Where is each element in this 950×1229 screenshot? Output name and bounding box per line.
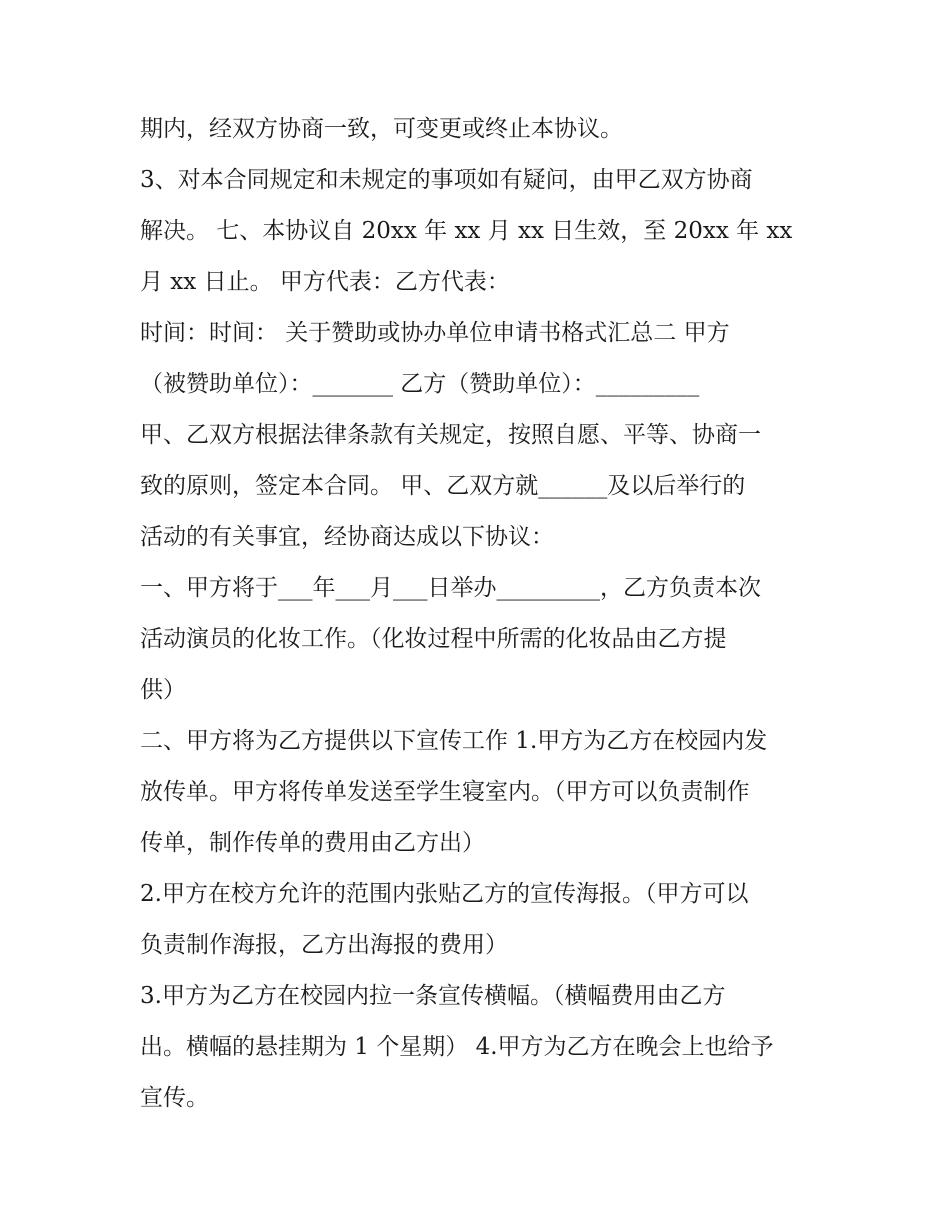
text-line: 宣传。: [140, 1085, 209, 1111]
text-line: 供）: [140, 677, 186, 703]
text-line: 致的原则，签定本合同。 甲、乙双方就______及以后举行的: [140, 473, 746, 499]
text-line: 解决。 七、本协议自 20xx 年 xx 月 xx 日生效，至 20xx 年 xx: [140, 218, 793, 244]
text-line: 放传单。甲方将传单发送至学生寝室内。（甲方可以负责制作: [140, 779, 750, 805]
text-line: 一、甲方将于___年___月___日举办_________，乙方负责本次: [140, 575, 761, 601]
text-line: 负责制作海报，乙方出海报的费用）: [140, 932, 508, 958]
text-line: 3.甲方为乙方在校园内拉一条宣传横幅。（横幅费用由乙方: [140, 983, 726, 1009]
text-line: （被赞助单位）：_______ 乙方（赞助单位）：_________: [140, 371, 700, 397]
text-line: 月 xx 日止。 甲方代表：乙方代表：: [140, 269, 510, 295]
text-line: 期内，经双方协商一致，可变更或终止本协议。: [140, 116, 623, 142]
text-line: 活动的有关事宜，经协商达成以下协议：: [140, 524, 554, 550]
text-line: 甲、乙双方根据法律条款有关规定，按照自愿、平等、协商一: [140, 422, 761, 448]
text-line: 二、甲方将为乙方提供以下宣传工作 1.甲方为乙方在校园内发: [140, 728, 768, 754]
text-line: 3、对本合同规定和未规定的事项如有疑问，由甲乙双方协商: [140, 167, 753, 193]
text-line: 时间：时间： 关于赞助或协办单位申请书格式汇总二 甲方: [140, 320, 730, 346]
text-line: 2.甲方在校方允许的范围内张贴乙方的宣传海报。（甲方可以: [140, 881, 749, 907]
text-line: 出。横幅的悬挂期为 1 个星期） 4.甲方为乙方在晚会上也给予: [140, 1034, 774, 1060]
text-line: 传单，制作传单的费用由乙方出）: [140, 830, 485, 856]
document-body: [140, 104, 830, 1124]
text-line: 活动演员的化妆工作。（化妆过程中所需的化妆品由乙方提: [140, 626, 727, 652]
